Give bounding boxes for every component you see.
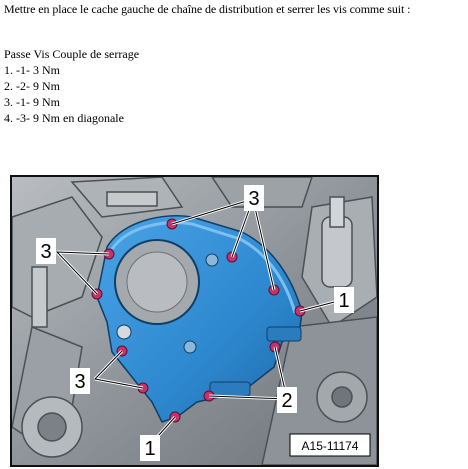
step-4: 4. -3- 9 Nm en diagonale	[4, 111, 124, 125]
callout-1-right	[334, 287, 354, 313]
svg-text:1: 1	[144, 438, 156, 460]
camshaft-hub	[127, 252, 187, 312]
tightening-table	[4, 46, 139, 126]
callout-3-top	[244, 185, 264, 211]
step-1: 1. -1- 3 Nm	[4, 63, 60, 77]
cover-flange	[267, 327, 301, 341]
timing-cover-figure	[10, 175, 379, 467]
table-header: Passe Vis Couple de serrage	[4, 47, 140, 61]
svg-text:A15-11174: A15-11174	[301, 439, 359, 453]
svg-text:1: 1	[338, 290, 350, 312]
cover-boss	[184, 341, 196, 353]
callout-3-left	[36, 238, 56, 264]
step-2: 2. -2- 9 Nm	[4, 79, 60, 93]
step-3: 3. -1- 9 Nm	[4, 95, 60, 109]
instruction-text: Mettre en place le cache gauche de chaîne de distribution et serrer les vis comme suit :	[4, 2, 411, 16]
cover-boss	[117, 325, 131, 339]
callout-1-bottom	[140, 435, 160, 461]
cover-boss	[206, 254, 218, 266]
svg-text:3: 3	[248, 188, 260, 210]
timing-cover-drawing	[12, 177, 377, 465]
callout-3-bottom	[70, 368, 90, 394]
figure-id-label	[290, 434, 370, 456]
svg-text:3: 3	[40, 241, 52, 263]
svg-text:3: 3	[74, 371, 86, 393]
svg-text:2: 2	[281, 390, 293, 412]
callout-2	[277, 387, 297, 413]
cover-flange	[210, 382, 250, 396]
